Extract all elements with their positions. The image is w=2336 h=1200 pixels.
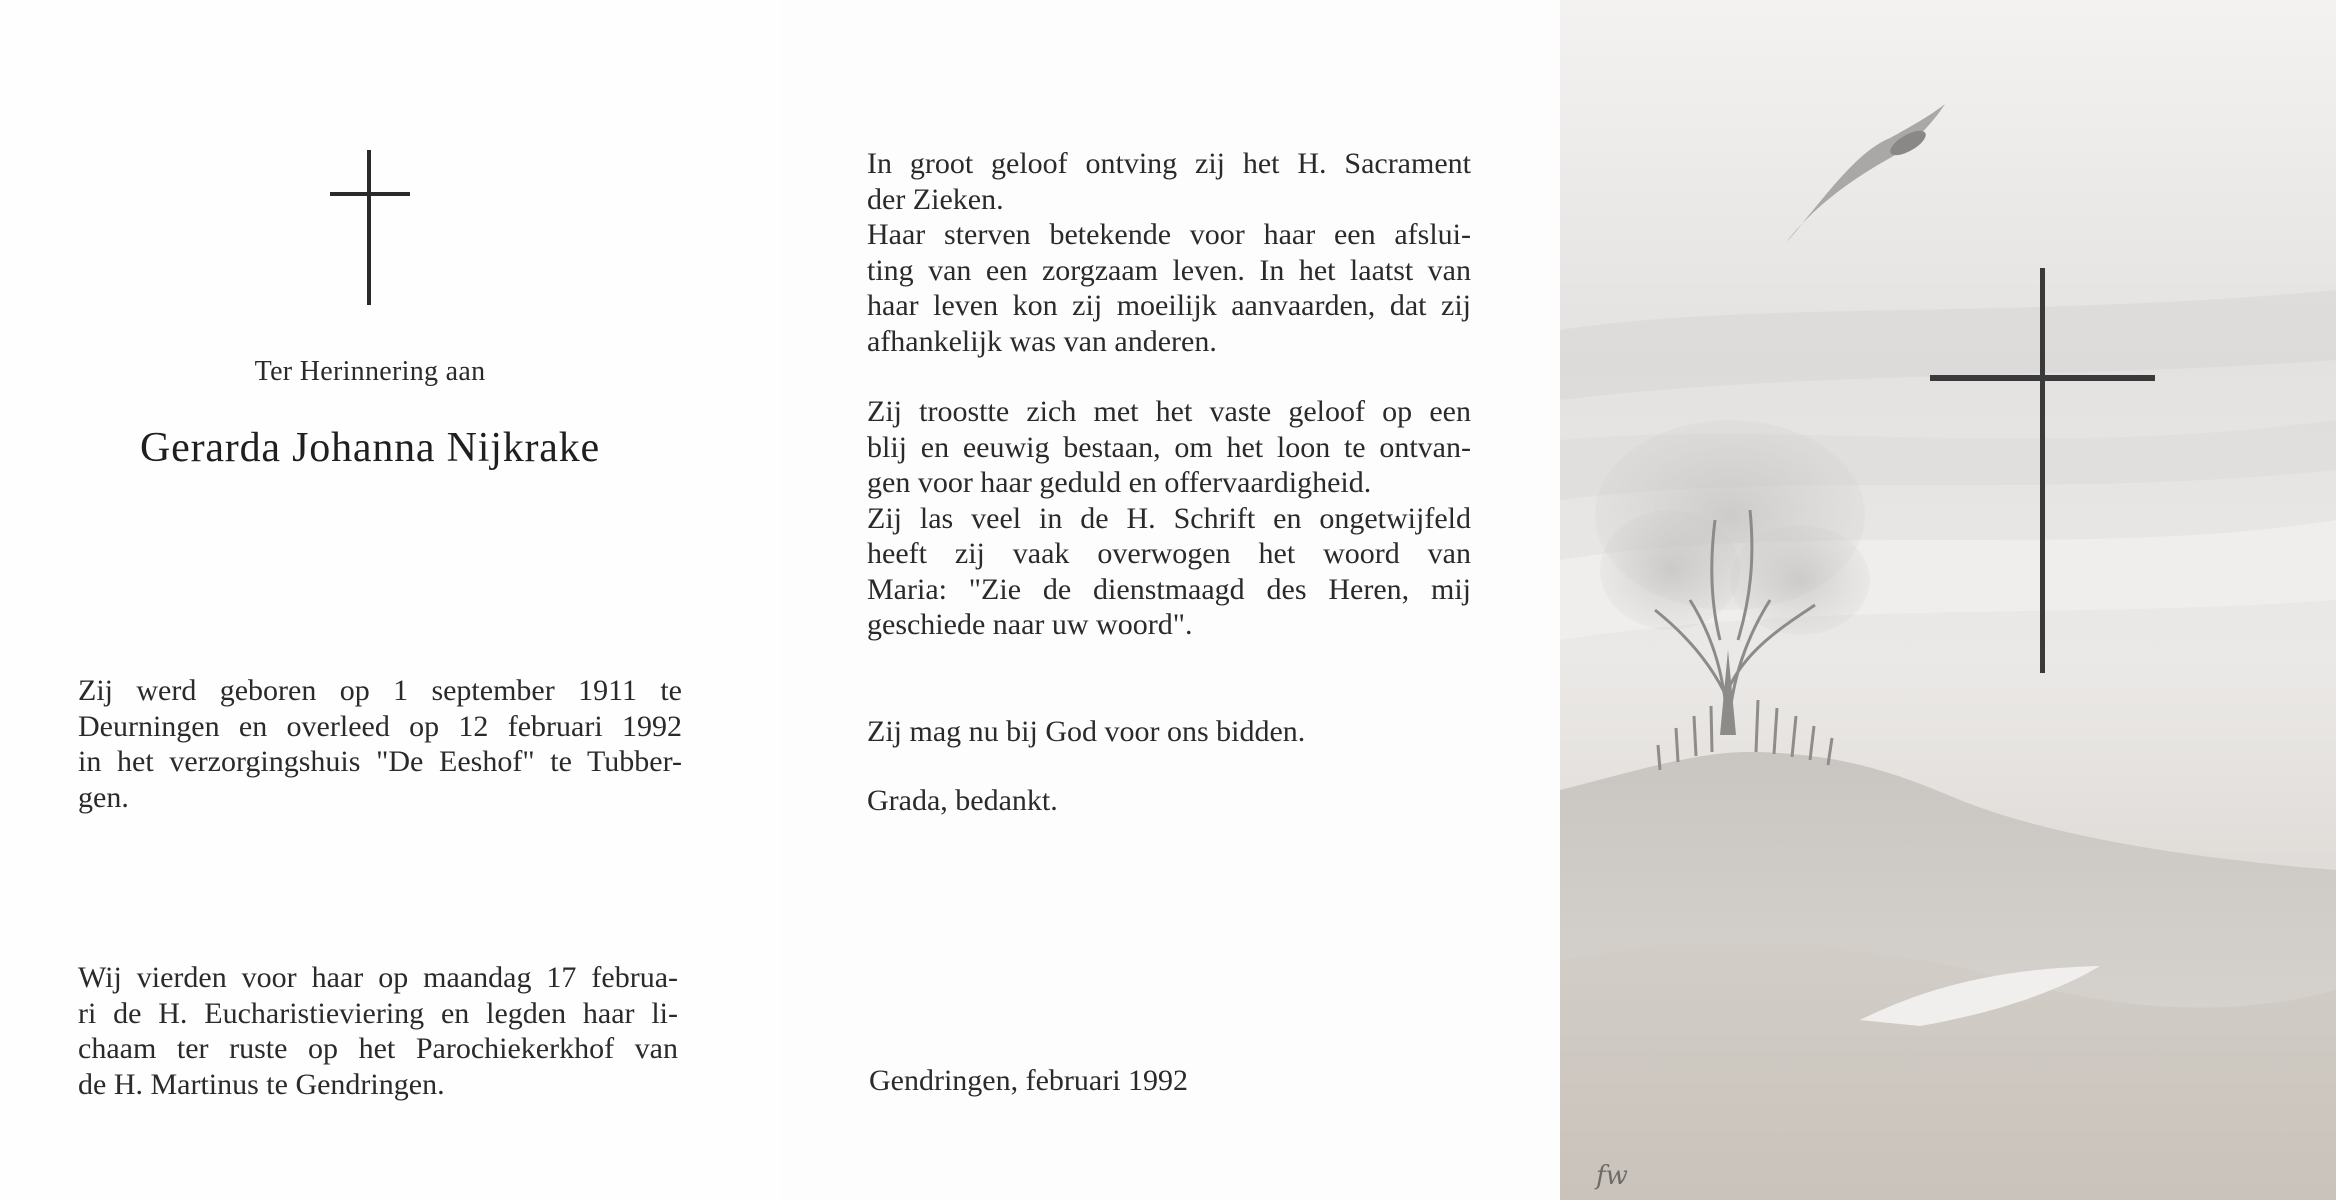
paragraph-line: Haar sterven betekende voor haar een afslui- [867,218,1471,251]
birth-death-paragraph [78,673,682,815]
cross-icon [330,150,410,305]
artwork-panel [1560,0,2336,1200]
thanks-line: Grada, bedankt. [867,784,1058,817]
paragraph-line: Wij vierden voor haar op maandag 17 februa- [78,961,678,994]
artwork-illustration [1560,0,2336,1200]
paragraph-line: ri de H. Eucharistieviering en legden haar li- [78,996,678,1030]
artist-signature: fw [1596,1161,1628,1191]
remembrance-heading: Ter Herinnering aan [254,356,486,387]
paragraph-line: heeft zij vaak overwogen het woord van [867,537,1471,570]
paragraph-line: blij en eeuwig bestaan, om het loon te ontvan- [867,430,1471,464]
place-date: Gendringen, februari 1992 [869,1064,1189,1097]
paragraph-line: In groot geloof ontving zij het H. Sacrament [867,147,1471,180]
funeral-paragraph [78,960,678,1102]
paragraph-line: Deurningen en overleed op 12 februari 1992 [78,709,682,743]
paragraph-line: gen voor haar geduld en offervaardigheid. [867,466,1372,499]
paragraph-line: in het verzorgingshuis "De Eeshof" te Tubber- [78,745,682,778]
paragraph-line: haar leven kon zij moeilijk aanvaarden, dat zij [867,289,1471,322]
left-panel [0,0,780,1200]
paragraph-line: der Zieken. [867,182,1004,216]
paragraph-line: Zij troostte zich met het vaste geloof op een [867,395,1471,428]
faith-paragraph [867,394,1471,643]
paragraph-line: ting van een zorgzaam leven. In het laatst van [867,253,1471,287]
paragraph-line: afhankelijk was van anderen. [867,324,1217,358]
paragraph-line: Zij werd geboren op 1 september 1911 te [78,674,682,707]
paragraph-line: chaam ter ruste op het Parochiekerkhof van [78,1032,678,1065]
paragraph-line: Maria: "Zie de dienstmaagd des Heren, mij [867,572,1471,606]
paragraph-line: Zij las veel in de H. Schrift en ongetwijfeld [867,501,1471,535]
deceased-name: Gerarda Johanna Nijkrake [140,425,600,471]
sacrament-paragraph [867,146,1471,359]
paragraph-line: geschiede naar uw woord". [867,608,1193,641]
paragraph-line: de H. Martinus te Gendringen. [78,1067,445,1101]
prayer-line: Zij mag nu bij God voor ons bidden. [867,715,1306,748]
paragraph-line: gen. [78,780,129,814]
